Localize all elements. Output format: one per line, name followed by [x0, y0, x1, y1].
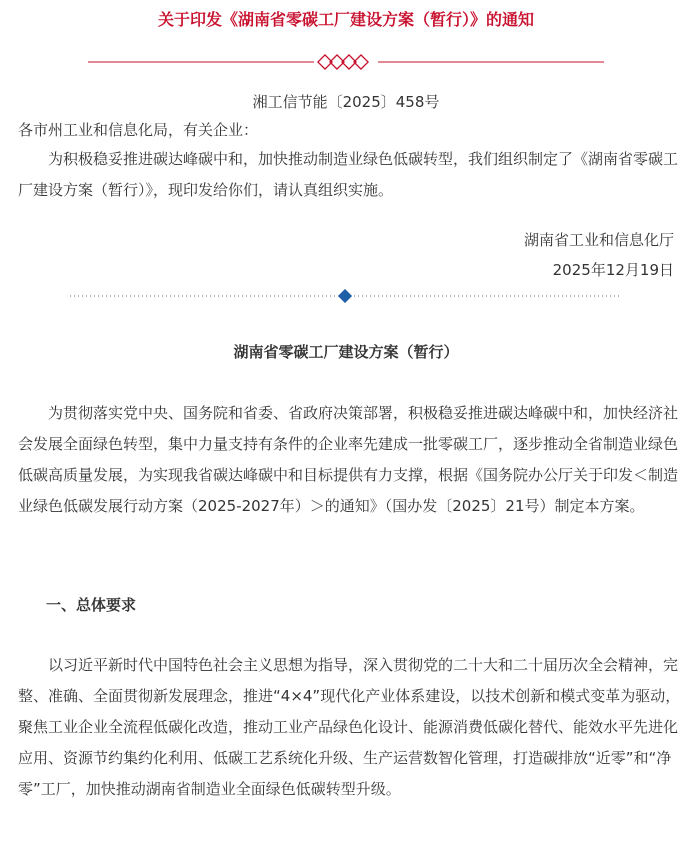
section-general-requirements-paragraph: 以习近平新时代中国特色社会主义思想为指导，深入贯彻党的二十大和二十届历次全会精神，完整、准确、全面贯彻新发展理念，推进“4×4”现代化产业体系建设，以技术创新和模式变革为驱动，聚焦工业企业全流程低碳化改造，推动工业产品绿色化设计、能源消费低碳化替代、能效水平先进化应用、资源节约集约化利用、低碳工艺系统化升级、生产运营数智化管理，打造碳排放“近零”和“净零”工厂，加快推动湖南省制造业全面绿色低碳转型升级。: [18, 656, 681, 798]
title-ornament-divider: [88, 52, 604, 72]
salutation: 各市州工业和信息化局，有关企业：: [18, 121, 259, 139]
plan-title: 湖南省零碳工厂建设方案（暂行）: [233, 343, 459, 361]
plan-preamble-paragraph: 为贯彻落实党中央、国务院和省委、省政府决策部署，积极稳妥推进碳达峰碳中和，加快经济社会发展全面绿色转型，集中力量支持有条件的企业率先建成一批零碳工厂，逐步推动全省制造业绿色低碳高质量发展，为实现我省碳达峰碳中和目标提供有力支撑，根据《国务院办公厅关于印发＜制造业绿色低碳发展行动方案（2025-2027年）＞的通知》（国办发〔2025〕21号）制定本方案。: [18, 404, 679, 515]
notice-intro-paragraph: 为积极稳妥推进碳达峰碳中和，加快推动制造业绿色低碳转型，我们组织制定了《湖南省零碳工厂建设方案（暂行）》，现印发给你们，请认真组织实施。: [18, 150, 679, 199]
section-heading-general-requirements: 一、总体要求: [46, 596, 137, 614]
issue-date: 2025年12月19日: [552, 261, 674, 279]
section-divider: [70, 289, 622, 303]
issuing-authority: 湖南省工业和信息化厅: [523, 231, 674, 249]
document-number: 湘工信节能〔2025〕458号: [252, 93, 440, 111]
notice-title: 关于印发《湖南省零碳工厂建设方案（暂行）》的通知: [157, 10, 534, 29]
